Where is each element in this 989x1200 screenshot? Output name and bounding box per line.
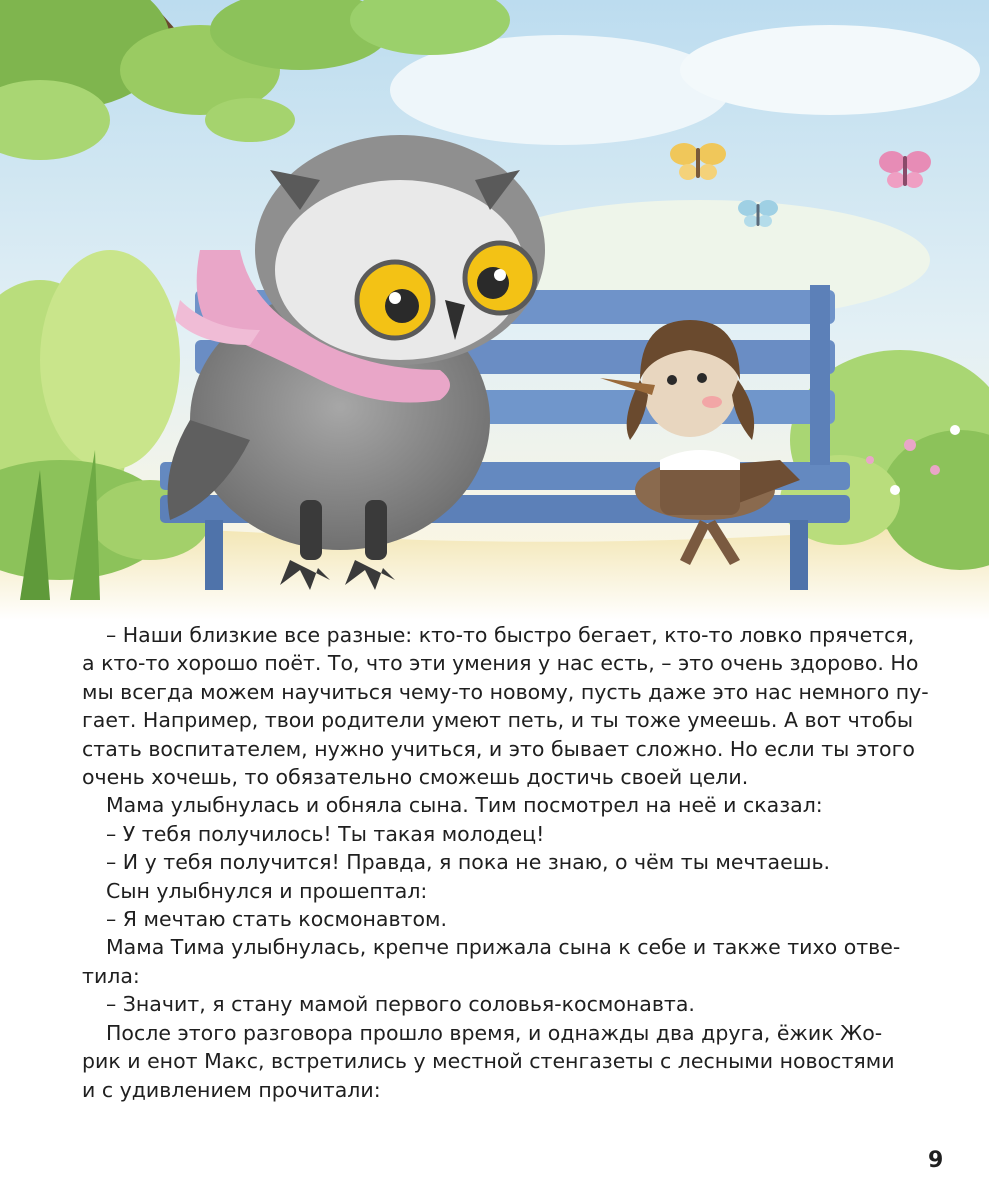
story-line: рик и енот Макс, встретились у местной стенгазеты с лесными новостями: [82, 1049, 895, 1074]
page-number: 9: [928, 1148, 944, 1173]
story-line: гает. Например, твои родители умеют петь, и ты тоже умеешь. А вот чтобы: [82, 708, 914, 733]
story-line: мы всегда можем научиться чему-то новому, пусть даже это нас немного пу-: [82, 679, 929, 704]
story-line: – Значит, я стану мамой первого соловья-космонавта.: [106, 992, 695, 1017]
story-line: – И у тебя получится! Правда, я пока не знаю, о чём ты мечтаешь.: [106, 850, 831, 875]
story-line: Сын улыбнулся и прошептал:: [106, 878, 428, 903]
story-line: – У тебя получилось! Ты такая молодец!: [106, 821, 545, 846]
story-text: [82, 621, 929, 1104]
story-line: Мама Тима улыбнулась, крепче прижала сына к себе и также тихо отве-: [106, 935, 901, 960]
story-line: тила:: [82, 963, 140, 988]
story-line: – Наши близкие все разные: кто-то быстро бегает, кто-то ловко прячется,: [106, 623, 915, 647]
story-line: очень хочешь, то обязательно сможешь достичь своей цели.: [82, 765, 749, 790]
story-line: После этого разговора прошло время, и однажды два друга, ёжик Жо-: [106, 1020, 883, 1045]
story-line: – Я мечтаю стать космонавтом.: [106, 907, 448, 932]
story-line: Мама улыбнулась и обняла сына. Тим посмотрел на неё и сказал:: [106, 793, 823, 818]
story-line: а кто-то хорошо поёт. То, что эти умения у нас есть, – это очень здорово. Но: [82, 651, 919, 676]
story-line: стать воспитателем, нужно учиться, и это бывает сложно. Но если ты этого: [82, 736, 915, 761]
story-line: и с удивлением прочитали:: [82, 1077, 381, 1102]
cloud: [680, 25, 980, 115]
